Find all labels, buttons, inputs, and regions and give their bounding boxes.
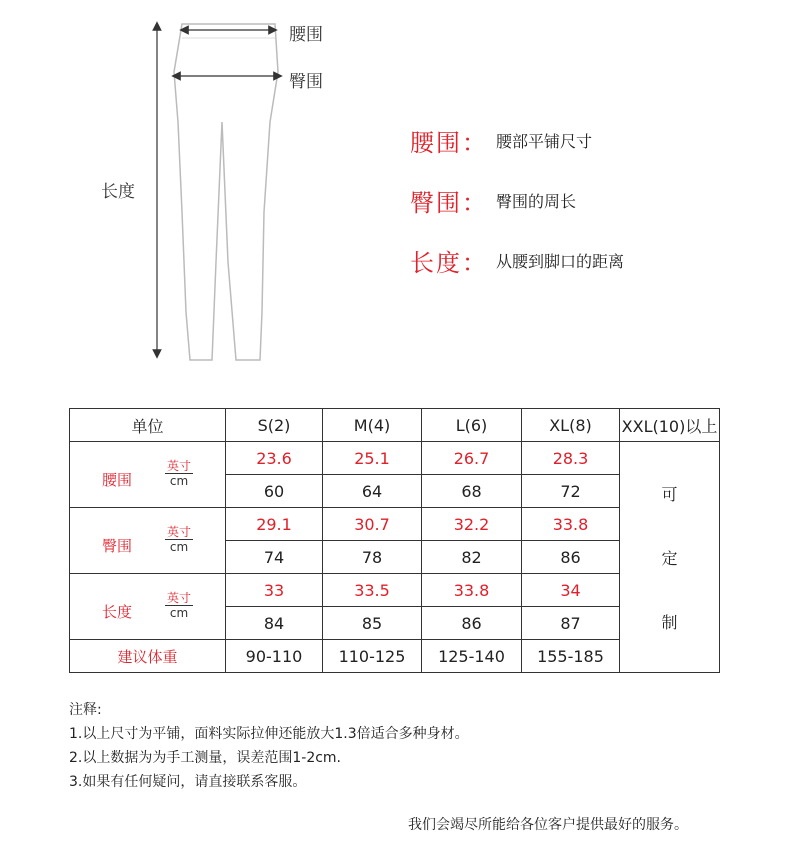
leggings-diagram [140, 12, 340, 372]
weight-cell: 155-185 [522, 640, 620, 673]
notes [69, 698, 469, 794]
unit-cm: cm [169, 474, 189, 488]
definition-length [410, 243, 624, 278]
custom-cell [620, 442, 720, 673]
note-item: 1.以上尺寸为平铺，面料实际拉伸还能放大1.3倍适合多种身材。 [69, 726, 469, 742]
table-header-row [70, 409, 720, 442]
waist-label: 腰围 [289, 25, 323, 45]
definition-waist [410, 123, 592, 158]
inch-cell: 33.5 [323, 574, 422, 607]
custom-char: 制 [661, 613, 678, 632]
definition-value: 从腰到脚口的距离 [496, 252, 625, 271]
row-label: 臀围 [101, 537, 132, 555]
definition-hip [410, 183, 576, 218]
unit-cm: cm [169, 540, 189, 554]
notes-title: 注释: [69, 702, 102, 718]
weight-cell: 110-125 [323, 640, 422, 673]
cm-cell: 86 [522, 541, 620, 574]
definition-value: 臀围的周长 [496, 192, 577, 211]
table-row [70, 442, 720, 475]
weight-label: 建议体重 [70, 640, 226, 673]
hip-label: 臀围 [289, 72, 323, 92]
header-size-s: S(2) [226, 409, 323, 442]
custom-char: 可 [661, 485, 678, 504]
cm-cell: 87 [522, 607, 620, 640]
cm-cell: 72 [522, 475, 620, 508]
definition-value: 腰部平铺尺寸 [496, 132, 593, 151]
unit-inch: 英寸 [167, 459, 192, 473]
cm-cell: 68 [422, 475, 522, 508]
header-size-xl: XL(8) [522, 409, 620, 442]
inch-cell: 23.6 [226, 442, 323, 475]
note-item: 3.如果有任何疑问，请直接联系客服。 [69, 774, 307, 790]
size-table [69, 408, 720, 673]
definition-key: 腰围： [410, 129, 488, 157]
row-label-cell [70, 442, 226, 508]
inch-cell: 26.7 [422, 442, 522, 475]
definition-key: 长度： [410, 249, 488, 277]
definition-key: 臀围： [410, 189, 488, 217]
leggings-shape [174, 24, 278, 360]
length-label: 长度 [101, 182, 135, 202]
weight-cell: 125-140 [422, 640, 522, 673]
inch-cell: 33 [226, 574, 323, 607]
inch-cell: 28.3 [522, 442, 620, 475]
header-size-m: M(4) [323, 409, 422, 442]
inch-cell: 29.1 [226, 508, 323, 541]
unit-fraction [165, 525, 193, 554]
cm-cell: 74 [226, 541, 323, 574]
header-unit: 单位 [70, 409, 226, 442]
unit-cm: cm [169, 606, 189, 620]
cm-cell: 82 [422, 541, 522, 574]
inch-cell: 33.8 [522, 508, 620, 541]
inch-cell: 34 [522, 574, 620, 607]
custom-char: 定 [661, 549, 678, 568]
row-label-cell [70, 508, 226, 574]
inch-cell: 30.7 [323, 508, 422, 541]
cm-cell: 60 [226, 475, 323, 508]
row-label: 腰围 [101, 471, 132, 489]
inch-cell: 32.2 [422, 508, 522, 541]
cm-cell: 64 [323, 475, 422, 508]
cm-cell: 78 [323, 541, 422, 574]
inch-cell: 25.1 [323, 442, 422, 475]
unit-inch: 英寸 [167, 525, 192, 539]
inch-cell: 33.8 [422, 574, 522, 607]
cm-cell: 85 [323, 607, 422, 640]
cm-cell: 84 [226, 607, 323, 640]
unit-fraction [165, 591, 193, 620]
unit-inch: 英寸 [167, 591, 192, 605]
weight-cell: 90-110 [226, 640, 323, 673]
note-item: 2.以上数据为为手工测量，误差范围1-2cm. [69, 750, 342, 766]
unit-fraction [165, 459, 193, 488]
footer-text: 我们会竭尽所能给各位客户提供最好的服务。 [408, 817, 688, 833]
cm-cell: 86 [422, 607, 522, 640]
row-label-cell [70, 574, 226, 640]
row-label: 长度 [101, 603, 132, 621]
header-size-l: L(6) [422, 409, 522, 442]
header-size-xxl: XXL(10)以上 [620, 409, 720, 442]
